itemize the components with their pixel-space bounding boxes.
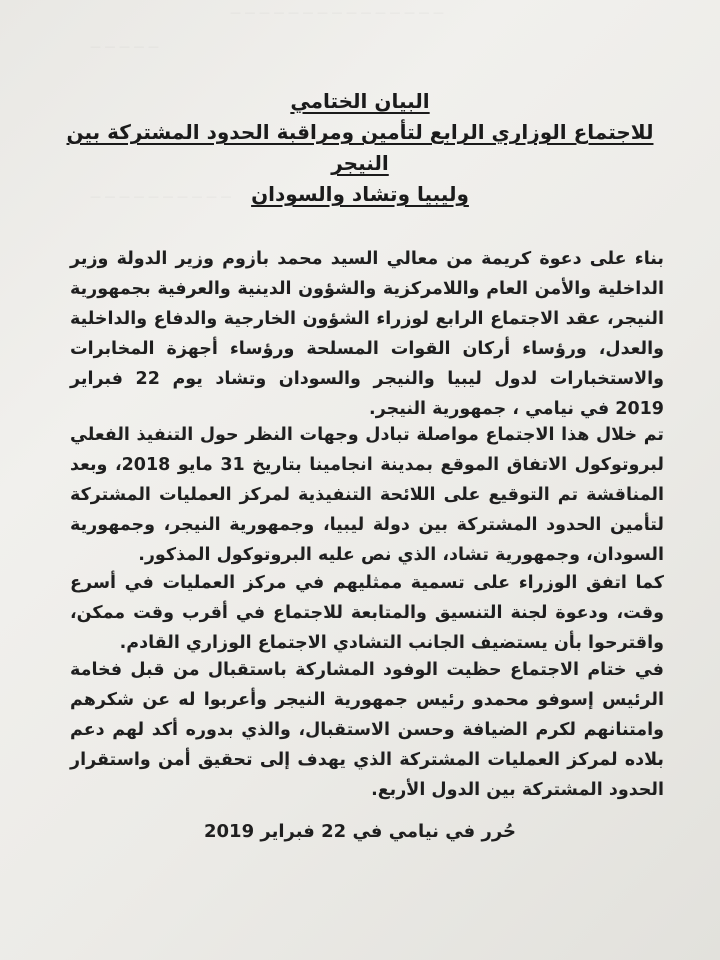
paragraph-1: بناء على دعوة كريمة من معالي السيد محمد بازوم وزير الدولة وزير الداخلية والأمن العام واللامركزية والشؤون الدينية والعرفية بجمهورية النيجر، عقد الاجتماع الرابع لوزراء الشؤون الخارجية والدفاع والداخلية والعدل، ورؤساء أركان القوات المسلحة ورؤساء أجهزة المخابرات والاستخبارات لدول ليبيا والنيجر والسودان وتشاد يوم 22 فبراير 2019 في نيامي ، جمهورية النيجر. xyxy=(70,249,664,419)
paragraph-3: كما اتفق الوزراء على تسمية ممثليهم في مركز العمليات في أسرع وقت، ودعوة لجنة التنسيق والمتابعة للاجتماع في أقرب وقت ممكن، واقترحوا بأن يستضيف الجانب التشادي الاجتماع الوزاري القادم. xyxy=(70,573,664,653)
bleed-through-text: — — — — — — — — — — xyxy=(90,190,232,203)
closing-line: حُرر في نيامي في 22 فبراير 2019 xyxy=(204,821,516,842)
title-line-1: البيان الختامي xyxy=(290,89,430,113)
paragraph-2: تم خلال هذا الاجتماع مواصلة تبادل وجهات النظر حول التنفيذ الفعلي لبروتوكول الاتفاق الموقع بمدينة انجامينا بتاريخ 31 مايو 2018، وبعد المناقشة تم التوقيع على اللائحة التنفيذية لمركز العمليات المشتركة لتأمين الحدود المشتركة بين دولة ليبيا، وجمهورية النيجر، وجمهورية السودان، وجمهورية تشاد، الذي نص عليه البروتوكول المذكور. xyxy=(70,425,664,565)
document-title xyxy=(60,86,660,210)
bleed-through-text: — — — — — xyxy=(90,40,159,53)
title-line-2: للاجتماع الوزاري الرابع لتأمين ومراقبة الحدود المشتركة بين النيجر xyxy=(66,120,654,175)
bleed-through-text: — — — — — — — — — — — — — — — xyxy=(230,6,444,19)
paragraph-4: في ختام الاجتماع حظيت الوفود المشاركة باستقبال من قبل فخامة الرئيس إسوفو محمدو رئيس جمهورية النيجر وأعربوا له عن شكرهم وامتنانهم لكرم الضيافة وحسن الاستقبال، والذي بدوره أكد لهم دعم بلاده لمركز العمليات المشتركة الذي يهدف إلى تحقيق أمن واستقرار الحدود المشتركة بين الدول الأربع. xyxy=(70,660,664,800)
title-line-3: وليبيا وتشاد والسودان xyxy=(251,182,469,206)
